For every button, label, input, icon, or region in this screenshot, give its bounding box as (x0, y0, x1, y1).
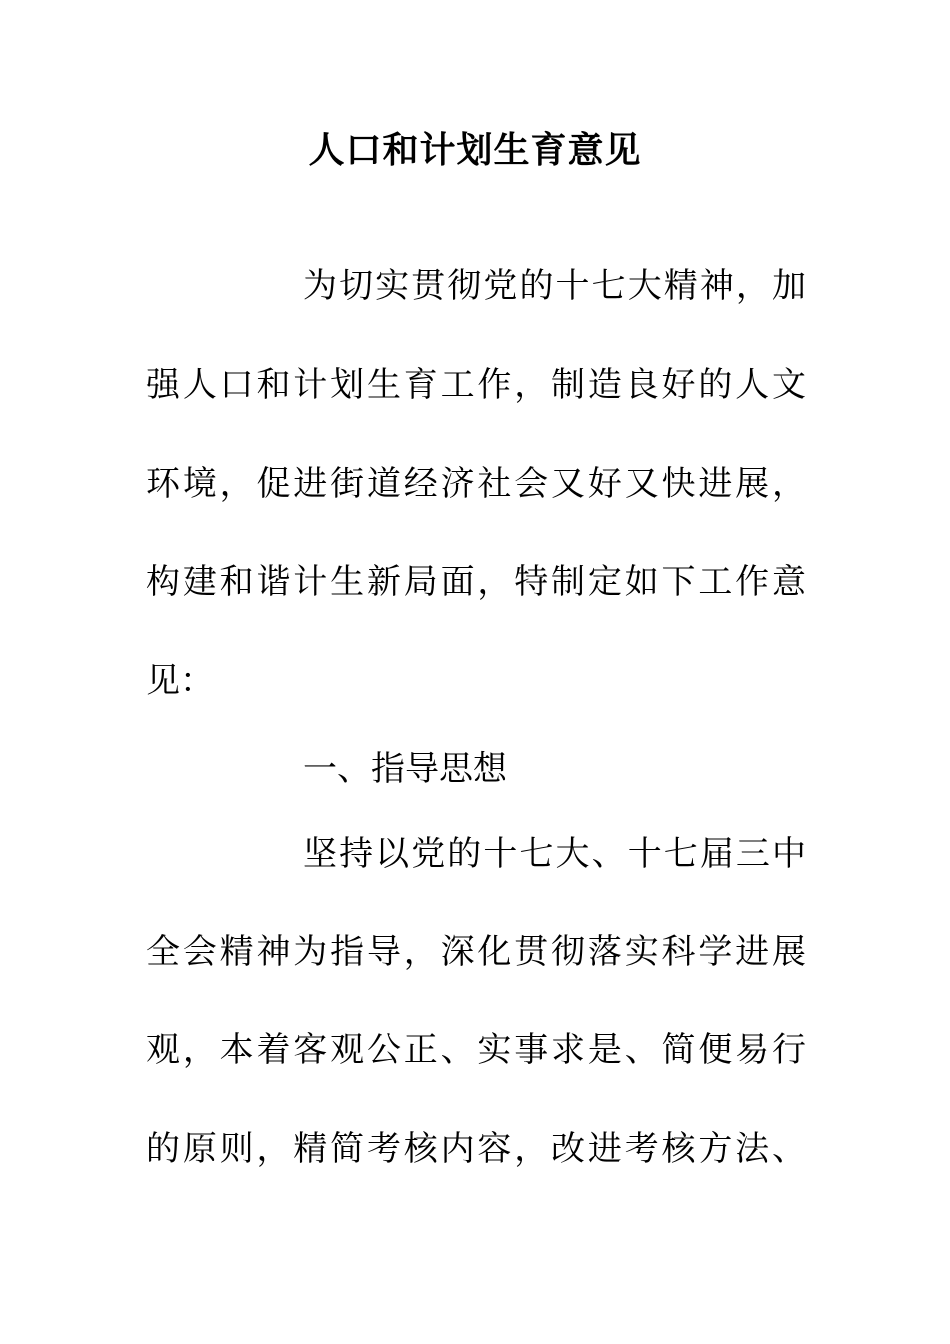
document-title: 人口和计划生育意见 (308, 129, 642, 171)
paragraph-line: 见： (146, 661, 214, 701)
paragraph-line: 为切实贯彻党的十七大精神，加 (303, 266, 806, 306)
paragraph-line: 坚持以党的十七大、十七届三中 (303, 834, 806, 874)
paragraph-line: 的原则，精简考核内容，改进考核方法、 (146, 1129, 806, 1169)
section-heading: 一、指导思想 (303, 749, 507, 789)
paragraph-line: 全会精神为指导，深化贯彻落实科学进展 (146, 932, 806, 972)
paragraph-line: 构建和谐计生新局面，特制定如下工作意 (146, 562, 806, 602)
paragraph-line: 强人口和计划生育工作，制造良好的人文 (146, 365, 806, 405)
paragraph-line: 环境，促进街道经济社会又好又快进展， (146, 464, 806, 504)
paragraph-line: 观，本着客观公正、实事求是、简便易行 (146, 1030, 806, 1070)
